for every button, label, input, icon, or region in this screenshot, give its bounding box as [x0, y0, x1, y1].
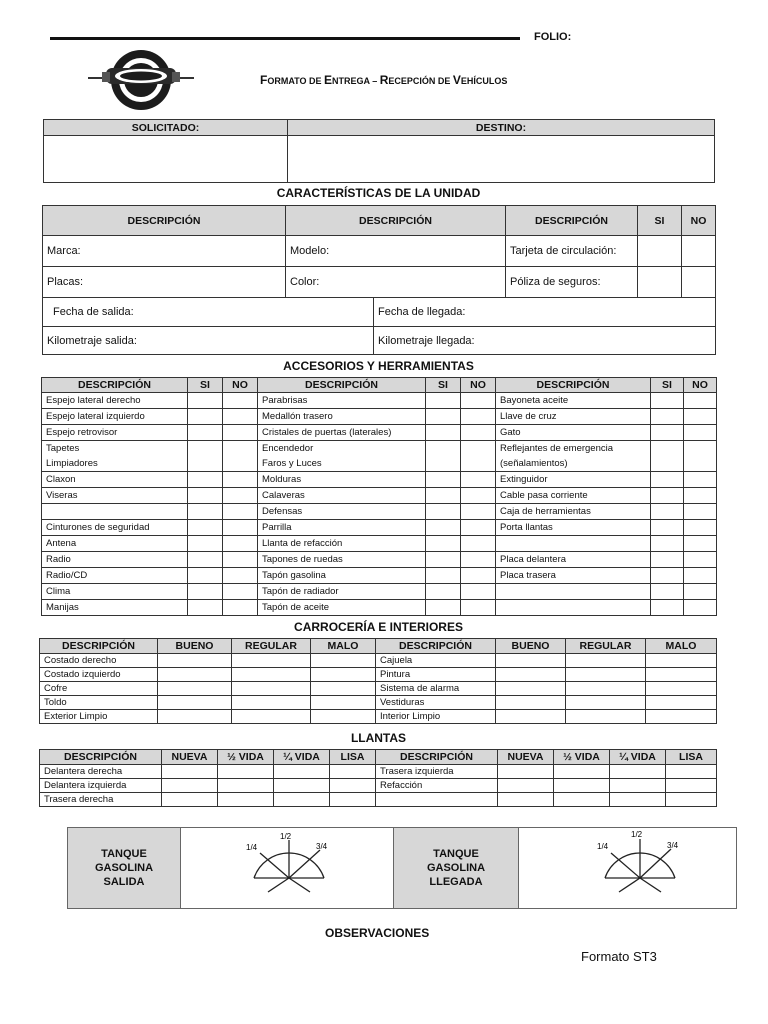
acc-header-desc-3: DESCRIPCIÓN: [496, 378, 651, 393]
no-checkbox[interactable]: [223, 472, 258, 488]
cuarto-vida-checkbox[interactable]: [610, 779, 666, 793]
item-label: Extinguidor: [496, 472, 651, 488]
table-row: [42, 600, 717, 616]
gauge-mark-quarter: 1/4: [597, 842, 609, 851]
si-checkbox[interactable]: [188, 425, 223, 441]
table-row: [40, 668, 717, 682]
caract-header-no: NO: [682, 206, 716, 236]
item-label: Placa delantera: [496, 552, 651, 568]
no-checkbox[interactable]: [223, 584, 258, 600]
table-row: [42, 441, 717, 472]
no-checkbox[interactable]: [461, 425, 496, 441]
si-checkbox[interactable]: [188, 488, 223, 504]
destino-header: DESTINO:: [288, 120, 715, 136]
bueno-checkbox[interactable]: [158, 668, 232, 682]
no-checkbox[interactable]: [223, 552, 258, 568]
accesorios-title: ACCESORIOS Y HERRAMIENTAS: [283, 359, 474, 373]
bueno-checkbox[interactable]: [158, 696, 232, 710]
item-label: Espejo lateral izquierdo: [42, 409, 188, 425]
accesorios-table: [41, 377, 717, 616]
lisa-checkbox[interactable]: [666, 793, 717, 807]
acc-header-si-1: SI: [188, 378, 223, 393]
nueva-checkbox[interactable]: [498, 779, 554, 793]
media-vida-checkbox[interactable]: [218, 793, 274, 807]
poliza-seguros-field: Póliza de seguros:: [506, 267, 638, 298]
gauge-mark-three-quarter: 3/4: [316, 842, 328, 851]
item-label: Placa trasera: [496, 568, 651, 584]
no-checkbox[interactable]: [684, 568, 717, 584]
si-checkbox[interactable]: [426, 584, 461, 600]
no-checkbox[interactable]: [684, 425, 717, 441]
no-checkbox[interactable]: [223, 488, 258, 504]
no-checkbox[interactable]: [223, 504, 258, 520]
carroceria-title: CARROCERÍA E INTERIORES: [294, 620, 463, 634]
item-label: Tapetes Limpiadores: [42, 441, 188, 472]
car-header-desc-1: DESCRIPCIÓN: [40, 639, 158, 654]
table-row: [42, 520, 717, 536]
acc-header-desc-1: DESCRIPCIÓN: [42, 378, 188, 393]
item-label: Cofre: [40, 682, 158, 696]
item-label: [496, 600, 651, 616]
item-label: Cinturones de seguridad: [42, 520, 188, 536]
company-logo: [86, 48, 196, 112]
item-label: Antena: [42, 536, 188, 552]
car-header-regular-1: REGULAR: [232, 639, 311, 654]
carroceria-table: [39, 638, 717, 724]
no-checkbox[interactable]: [223, 409, 258, 425]
si-checkbox[interactable]: [188, 536, 223, 552]
table-row: [40, 779, 717, 793]
no-checkbox[interactable]: [684, 409, 717, 425]
no-checkbox[interactable]: [684, 393, 717, 409]
si-checkbox[interactable]: [426, 393, 461, 409]
lisa-checkbox[interactable]: [666, 779, 717, 793]
item-label: Interior Limpio: [376, 710, 496, 724]
poliza-no-checkbox[interactable]: [682, 267, 716, 298]
ll-header-media-1: ½ VIDA: [218, 750, 274, 765]
si-checkbox[interactable]: [651, 520, 684, 536]
lisa-checkbox[interactable]: [330, 779, 376, 793]
no-checkbox[interactable]: [461, 472, 496, 488]
si-checkbox[interactable]: [426, 488, 461, 504]
no-checkbox[interactable]: [684, 504, 717, 520]
table-row: [40, 682, 717, 696]
item-label: Costado derecho: [40, 654, 158, 668]
no-checkbox[interactable]: [461, 504, 496, 520]
acc-header-si-3: SI: [651, 378, 684, 393]
table-row: [42, 536, 717, 552]
item-label: Llave de cruz: [496, 409, 651, 425]
acc-header-no-3: NO: [684, 378, 717, 393]
regular-checkbox[interactable]: [566, 710, 646, 724]
si-checkbox[interactable]: [651, 425, 684, 441]
item-label: Trasera izquierda: [376, 765, 498, 779]
item-label: Llanta de refacción: [258, 536, 426, 552]
table-row: [42, 393, 717, 409]
tarjeta-no-checkbox[interactable]: [682, 236, 716, 267]
no-checkbox[interactable]: [461, 520, 496, 536]
destino-field[interactable]: [288, 136, 715, 183]
si-checkbox[interactable]: [188, 520, 223, 536]
tanque-salida-label: TANQUE GASOLINA SALIDA: [68, 828, 181, 908]
solicitado-header: SOLICITADO:: [44, 120, 288, 136]
modelo-field[interactable]: Modelo:: [286, 236, 506, 267]
tanque-salida-gauge[interactable]: [180, 828, 393, 908]
cuarto-vida-checkbox[interactable]: [610, 765, 666, 779]
table-row: [42, 552, 717, 568]
marca-field[interactable]: Marca:: [43, 236, 286, 267]
item-label: Espejo lateral derecho: [42, 393, 188, 409]
si-checkbox[interactable]: [188, 393, 223, 409]
caract-header-desc-2: DESCRIPCIÓN: [286, 206, 506, 236]
item-label: Claxon: [42, 472, 188, 488]
bueno-checkbox[interactable]: [158, 654, 232, 668]
lisa-checkbox[interactable]: [666, 765, 717, 779]
item-label: Sistema de alarma: [376, 682, 496, 696]
item-label: [42, 504, 188, 520]
malo-checkbox[interactable]: [311, 668, 376, 682]
si-checkbox[interactable]: [426, 552, 461, 568]
bueno-checkbox[interactable]: [496, 654, 566, 668]
ll-header-cuarto-1: ¼ VIDA: [274, 750, 330, 765]
ll-header-desc-2: DESCRIPCIÓN: [376, 750, 498, 765]
regular-checkbox[interactable]: [566, 668, 646, 682]
observaciones-label: OBSERVACIONES: [325, 926, 430, 940]
media-vida-checkbox[interactable]: [554, 793, 610, 807]
nueva-checkbox[interactable]: [498, 793, 554, 807]
no-checkbox[interactable]: [684, 536, 717, 552]
table-row: [42, 504, 717, 520]
table-row: [42, 488, 717, 504]
fecha-llegada-field[interactable]: Fecha de llegada:: [374, 298, 716, 327]
car-header-bueno-1: BUENO: [158, 639, 232, 654]
title-part: ENTREGA –: [324, 73, 380, 87]
item-label: Exterior Limpio: [40, 710, 158, 724]
item-label: Vestiduras: [376, 696, 496, 710]
no-checkbox[interactable]: [223, 520, 258, 536]
item-label: Espejo retrovisor: [42, 425, 188, 441]
bueno-checkbox[interactable]: [496, 682, 566, 696]
si-checkbox[interactable]: [651, 600, 684, 616]
no-checkbox[interactable]: [223, 425, 258, 441]
no-checkbox[interactable]: [461, 488, 496, 504]
table-row: [42, 584, 717, 600]
item-label: Parrilla: [258, 520, 426, 536]
gauge-mark-half: 1/2: [631, 830, 643, 839]
cuarto-vida-checkbox[interactable]: [274, 779, 330, 793]
no-checkbox[interactable]: [223, 600, 258, 616]
si-checkbox[interactable]: [188, 584, 223, 600]
car-header-regular-2: REGULAR: [566, 639, 646, 654]
nueva-checkbox[interactable]: [162, 765, 218, 779]
si-checkbox[interactable]: [651, 488, 684, 504]
malo-checkbox[interactable]: [311, 654, 376, 668]
cuarto-vida-checkbox[interactable]: [274, 765, 330, 779]
bueno-checkbox[interactable]: [496, 710, 566, 724]
item-label: Cable pasa corriente: [496, 488, 651, 504]
regular-checkbox[interactable]: [232, 668, 311, 682]
si-checkbox[interactable]: [426, 441, 461, 472]
no-checkbox[interactable]: [461, 584, 496, 600]
si-checkbox[interactable]: [651, 536, 684, 552]
ll-header-lisa-1: LISA: [330, 750, 376, 765]
no-checkbox[interactable]: [461, 393, 496, 409]
table-row: [42, 472, 717, 488]
si-checkbox[interactable]: [651, 409, 684, 425]
lisa-checkbox[interactable]: [330, 765, 376, 779]
item-label: [496, 584, 651, 600]
bueno-checkbox[interactable]: [496, 696, 566, 710]
title-part: FORMATO DE: [260, 73, 325, 87]
kilometraje-llegada-field[interactable]: Kilometraje llegada:: [374, 327, 716, 355]
si-checkbox[interactable]: [188, 472, 223, 488]
item-label: Refacción: [376, 779, 498, 793]
si-checkbox[interactable]: [188, 552, 223, 568]
no-checkbox[interactable]: [223, 536, 258, 552]
media-vida-checkbox[interactable]: [554, 765, 610, 779]
kilometraje-salida-field[interactable]: Kilometraje salida:: [43, 327, 374, 355]
no-checkbox[interactable]: [223, 568, 258, 584]
nueva-checkbox[interactable]: [162, 779, 218, 793]
regular-checkbox[interactable]: [232, 654, 311, 668]
solicitado-field[interactable]: [44, 136, 288, 183]
tanque-llegada-gauge[interactable]: [517, 828, 736, 908]
item-label: Cristales de puertas (laterales): [258, 425, 426, 441]
acc-header-no-2: NO: [461, 378, 496, 393]
llantas-table: [39, 749, 717, 807]
title-part: VEHÍCULOS: [452, 73, 508, 87]
no-checkbox[interactable]: [684, 552, 717, 568]
malo-checkbox[interactable]: [646, 654, 717, 668]
no-checkbox[interactable]: [684, 600, 717, 616]
item-label: Delantera izquierda: [40, 779, 162, 793]
item-label: Encendedor Faros y Luces: [258, 441, 426, 472]
malo-checkbox[interactable]: [311, 696, 376, 710]
gauge-mark-quarter: 1/4: [246, 843, 258, 852]
item-label: Cajuela: [376, 654, 496, 668]
media-vida-checkbox[interactable]: [218, 765, 274, 779]
ll-header-nueva-2: NUEVA: [498, 750, 554, 765]
si-checkbox[interactable]: [188, 600, 223, 616]
table-row: [42, 409, 717, 425]
malo-checkbox[interactable]: [646, 668, 717, 682]
regular-checkbox[interactable]: [566, 654, 646, 668]
caract-header-desc-1: DESCRIPCIÓN: [43, 206, 286, 236]
cuarto-vida-checkbox[interactable]: [610, 793, 666, 807]
item-label: Clima: [42, 584, 188, 600]
si-checkbox[interactable]: [426, 425, 461, 441]
no-checkbox[interactable]: [684, 441, 717, 472]
item-label: Viseras: [42, 488, 188, 504]
car-header-malo-2: MALO: [646, 639, 717, 654]
item-label: Defensas: [258, 504, 426, 520]
folio-label: FOLIO:: [534, 31, 572, 43]
media-vida-checkbox[interactable]: [554, 779, 610, 793]
cuarto-vida-checkbox[interactable]: [274, 793, 330, 807]
gauge-mark-half: 1/2: [280, 832, 292, 841]
no-checkbox[interactable]: [461, 409, 496, 425]
tarjeta-si-checkbox[interactable]: [638, 236, 682, 267]
ll-header-lisa-2: LISA: [666, 750, 717, 765]
si-checkbox[interactable]: [651, 584, 684, 600]
request-table: [43, 119, 715, 183]
si-checkbox[interactable]: [426, 568, 461, 584]
nueva-checkbox[interactable]: [162, 793, 218, 807]
regular-checkbox[interactable]: [566, 696, 646, 710]
caracteristicas-table: [42, 205, 716, 355]
item-label: Reflejantes de emergencia (señalamientos): [496, 441, 651, 472]
table-row: [40, 654, 717, 668]
si-checkbox[interactable]: [426, 409, 461, 425]
si-checkbox[interactable]: [651, 568, 684, 584]
si-checkbox[interactable]: [426, 536, 461, 552]
si-checkbox[interactable]: [426, 504, 461, 520]
tarjeta-circulacion-field: Tarjeta de circulación:: [506, 236, 638, 267]
item-label: Porta llantas: [496, 520, 651, 536]
malo-checkbox[interactable]: [311, 710, 376, 724]
no-checkbox[interactable]: [684, 520, 717, 536]
regular-checkbox[interactable]: [566, 682, 646, 696]
car-header-desc-2: DESCRIPCIÓN: [376, 639, 496, 654]
poliza-si-checkbox[interactable]: [638, 267, 682, 298]
no-checkbox[interactable]: [461, 552, 496, 568]
table-row: [40, 696, 717, 710]
no-checkbox[interactable]: [461, 441, 496, 472]
fecha-salida-field[interactable]: Fecha de salida:: [43, 298, 374, 327]
table-row: [40, 765, 717, 779]
item-label: Radio: [42, 552, 188, 568]
no-checkbox[interactable]: [223, 441, 258, 472]
no-checkbox[interactable]: [461, 600, 496, 616]
si-checkbox[interactable]: [188, 504, 223, 520]
car-header-malo-1: MALO: [311, 639, 376, 654]
si-checkbox[interactable]: [651, 472, 684, 488]
llantas-title: LLANTAS: [350, 731, 407, 745]
item-label: Costado izquierdo: [40, 668, 158, 682]
tanque-llegada-label: TANQUE GASOLINA LLEGADA: [393, 828, 519, 908]
malo-checkbox[interactable]: [311, 682, 376, 696]
lisa-checkbox[interactable]: [330, 793, 376, 807]
form-title: [260, 71, 507, 89]
fuel-section: [67, 827, 737, 909]
item-label: Bayoneta aceite: [496, 393, 651, 409]
si-checkbox[interactable]: [651, 441, 684, 472]
item-label: Delantera derecha: [40, 765, 162, 779]
item-label: Calaveras: [258, 488, 426, 504]
nueva-checkbox[interactable]: [498, 765, 554, 779]
regular-checkbox[interactable]: [232, 710, 311, 724]
no-checkbox[interactable]: [461, 568, 496, 584]
regular-checkbox[interactable]: [232, 682, 311, 696]
item-label: Manijas: [42, 600, 188, 616]
item-label: [496, 536, 651, 552]
item-label: Parabrisas: [258, 393, 426, 409]
bueno-checkbox[interactable]: [158, 710, 232, 724]
item-label: Tapón gasolina: [258, 568, 426, 584]
acc-header-desc-2: DESCRIPCIÓN: [258, 378, 426, 393]
item-label: Tapones de ruedas: [258, 552, 426, 568]
si-checkbox[interactable]: [651, 504, 684, 520]
media-vida-checkbox[interactable]: [218, 779, 274, 793]
table-row: [42, 568, 717, 584]
table-row: [40, 710, 717, 724]
malo-checkbox[interactable]: [646, 682, 717, 696]
regular-checkbox[interactable]: [232, 696, 311, 710]
si-checkbox[interactable]: [426, 600, 461, 616]
item-label: Molduras: [258, 472, 426, 488]
car-header-bueno-2: BUENO: [496, 639, 566, 654]
malo-checkbox[interactable]: [646, 710, 717, 724]
acc-header-si-2: SI: [426, 378, 461, 393]
title-part: RECEPCIÓN DE: [379, 73, 453, 87]
item-label: Pintura: [376, 668, 496, 682]
no-checkbox[interactable]: [684, 584, 717, 600]
folio-line: [50, 37, 520, 40]
formato-label: Formato ST3: [581, 949, 657, 964]
item-label: Tapón de aceite: [258, 600, 426, 616]
placas-field[interactable]: Placas:: [43, 267, 286, 298]
gauge-mark-three-quarter: 3/4: [667, 841, 679, 850]
item-label: Medallón trasero: [258, 409, 426, 425]
item-label: Trasera derecha: [40, 793, 162, 807]
caract-header-desc-3: DESCRIPCIÓN: [506, 206, 638, 236]
si-checkbox[interactable]: [188, 568, 223, 584]
si-checkbox[interactable]: [426, 472, 461, 488]
table-row: [42, 425, 717, 441]
acc-header-no-1: NO: [223, 378, 258, 393]
si-checkbox[interactable]: [188, 409, 223, 425]
color-field[interactable]: Color:: [286, 267, 506, 298]
si-checkbox[interactable]: [188, 441, 223, 472]
ll-header-desc-1: DESCRIPCIÓN: [40, 750, 162, 765]
no-checkbox[interactable]: [461, 536, 496, 552]
ll-header-media-2: ½ VIDA: [554, 750, 610, 765]
item-label: [376, 793, 498, 807]
si-checkbox[interactable]: [651, 393, 684, 409]
ll-header-cuarto-2: ¼ VIDA: [610, 750, 666, 765]
bueno-checkbox[interactable]: [496, 668, 566, 682]
si-checkbox[interactable]: [426, 520, 461, 536]
item-label: Tapón de radiador: [258, 584, 426, 600]
caract-header-si: SI: [638, 206, 682, 236]
no-checkbox[interactable]: [684, 488, 717, 504]
no-checkbox[interactable]: [684, 472, 717, 488]
item-label: Radio/CD: [42, 568, 188, 584]
ll-header-nueva-1: NUEVA: [162, 750, 218, 765]
si-checkbox[interactable]: [651, 552, 684, 568]
item-label: Toldo: [40, 696, 158, 710]
bueno-checkbox[interactable]: [158, 682, 232, 696]
malo-checkbox[interactable]: [646, 696, 717, 710]
item-label: Gato: [496, 425, 651, 441]
table-row: [40, 793, 717, 807]
item-label: Caja de herramientas: [496, 504, 651, 520]
caracteristicas-title: CARACTERÍSTICAS DE LA UNIDAD: [276, 186, 481, 200]
no-checkbox[interactable]: [223, 393, 258, 409]
